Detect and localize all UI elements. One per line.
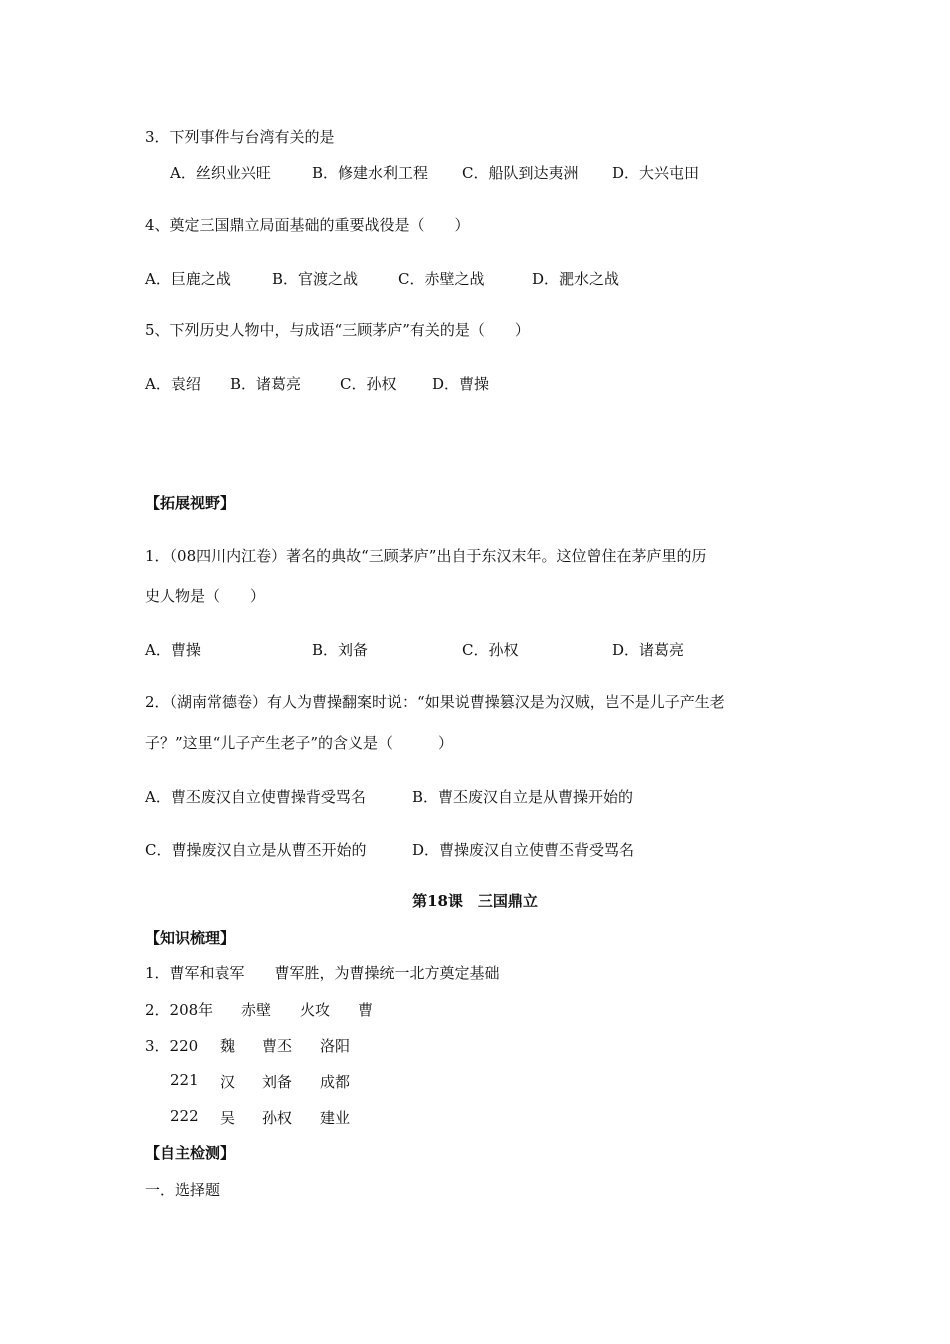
knowledge-heading: 【知识梳理】 [145, 929, 236, 947]
k2-tactic: 火攻 [300, 1001, 331, 1019]
expand-q2-option-c: C．曹操废汉自立是从曹丕开始的 [145, 841, 367, 859]
q3-stem: 3．下列事件与台湾有关的是 [145, 128, 335, 146]
expand-q1-option-a: A．曹操 [145, 641, 201, 659]
q4-option-b: B．官渡之战 [272, 270, 359, 288]
q4-stem: 4、奠定三国鼎立局面基础的重要战役是（ ） [145, 216, 470, 234]
expand-q1-line2: 史人物是（ ） [145, 587, 266, 605]
q5-option-c: C．孙权 [340, 375, 397, 393]
q4-option-c: C．赤壁之战 [398, 270, 485, 288]
q3-option-b: B．修建水利工程 [312, 164, 429, 182]
k3-row3-year: 222 [170, 1107, 199, 1125]
q4-option-a: A．巨鹿之战 [145, 270, 231, 288]
k3-row3-state: 吴 [220, 1109, 236, 1127]
k3-row3-capital: 建业 [320, 1109, 351, 1127]
expand-q1-option-c: C．孙权 [462, 641, 519, 659]
k3-row1-founder: 曹丕 [262, 1037, 293, 1055]
q3-option-d: D．大兴屯田 [612, 164, 700, 182]
k2-loser: 曹 [358, 1001, 374, 1019]
q5-option-a: A．袁绍 [145, 375, 201, 393]
expand-q2-line2: 子？”这里“儿子产生老子”的含义是（ ） [145, 734, 454, 752]
expand-q1-option-b: B．刘备 [312, 641, 369, 659]
q5-stem: 5、下列历史人物中，与成语“三顾茅庐”有关的是（ ） [145, 321, 530, 339]
q5-option-b: B．诸葛亮 [230, 375, 302, 393]
k3-row1-capital: 洛阳 [320, 1037, 351, 1055]
expand-q2-option-b: B．曹丕废汉自立是从曹操开始的 [412, 788, 634, 806]
k2-year: 2．208年 [145, 1001, 214, 1019]
expand-q2-option-d: D．曹操废汉自立使曹丕背受骂名 [412, 841, 635, 859]
section-one-label: 一．选择题 [145, 1181, 221, 1199]
q5-option-d: D．曹操 [432, 375, 490, 393]
k3-row1-state: 魏 [220, 1037, 236, 1055]
k3-row1-year: 3．220 [145, 1037, 199, 1055]
k3-row2-capital: 成都 [320, 1073, 351, 1091]
k2-place: 赤壁 [241, 1001, 272, 1019]
expand-q1-option-d: D．诸葛亮 [612, 641, 685, 659]
q4-option-d: D．淝水之战 [532, 270, 620, 288]
expand-heading: 【拓展视野】 [145, 494, 236, 512]
k3-row2-founder: 刘备 [262, 1073, 293, 1091]
knowledge-item-1: 1．曹军和袁军 曹军胜，为曹操统一北方奠定基础 [145, 964, 500, 982]
q3-option-a: A．丝织业兴旺 [170, 164, 271, 182]
expand-q1-line1: 1．（08四川内江卷）著名的典故“三顾茅庐”出自于东汉末年。这位曾住在茅庐里的历 [145, 547, 707, 565]
expand-q2-line1: 2．（湖南常德卷）有人为曹操翻案时说：“如果说曹操篡汉是为汉贼，岂不是儿子产生老 [145, 693, 725, 711]
k3-row3-founder: 孙权 [262, 1109, 293, 1127]
q3-option-c: C．船队到达夷洲 [462, 164, 579, 182]
k3-row2-year: 221 [170, 1071, 199, 1089]
self-check-heading: 【自主检测】 [145, 1144, 236, 1162]
lesson-title: 第18课 三国鼎立 [412, 892, 538, 910]
expand-q2-option-a: A．曹丕废汉自立使曹操背受骂名 [145, 788, 366, 806]
k3-row2-state: 汉 [220, 1073, 236, 1091]
